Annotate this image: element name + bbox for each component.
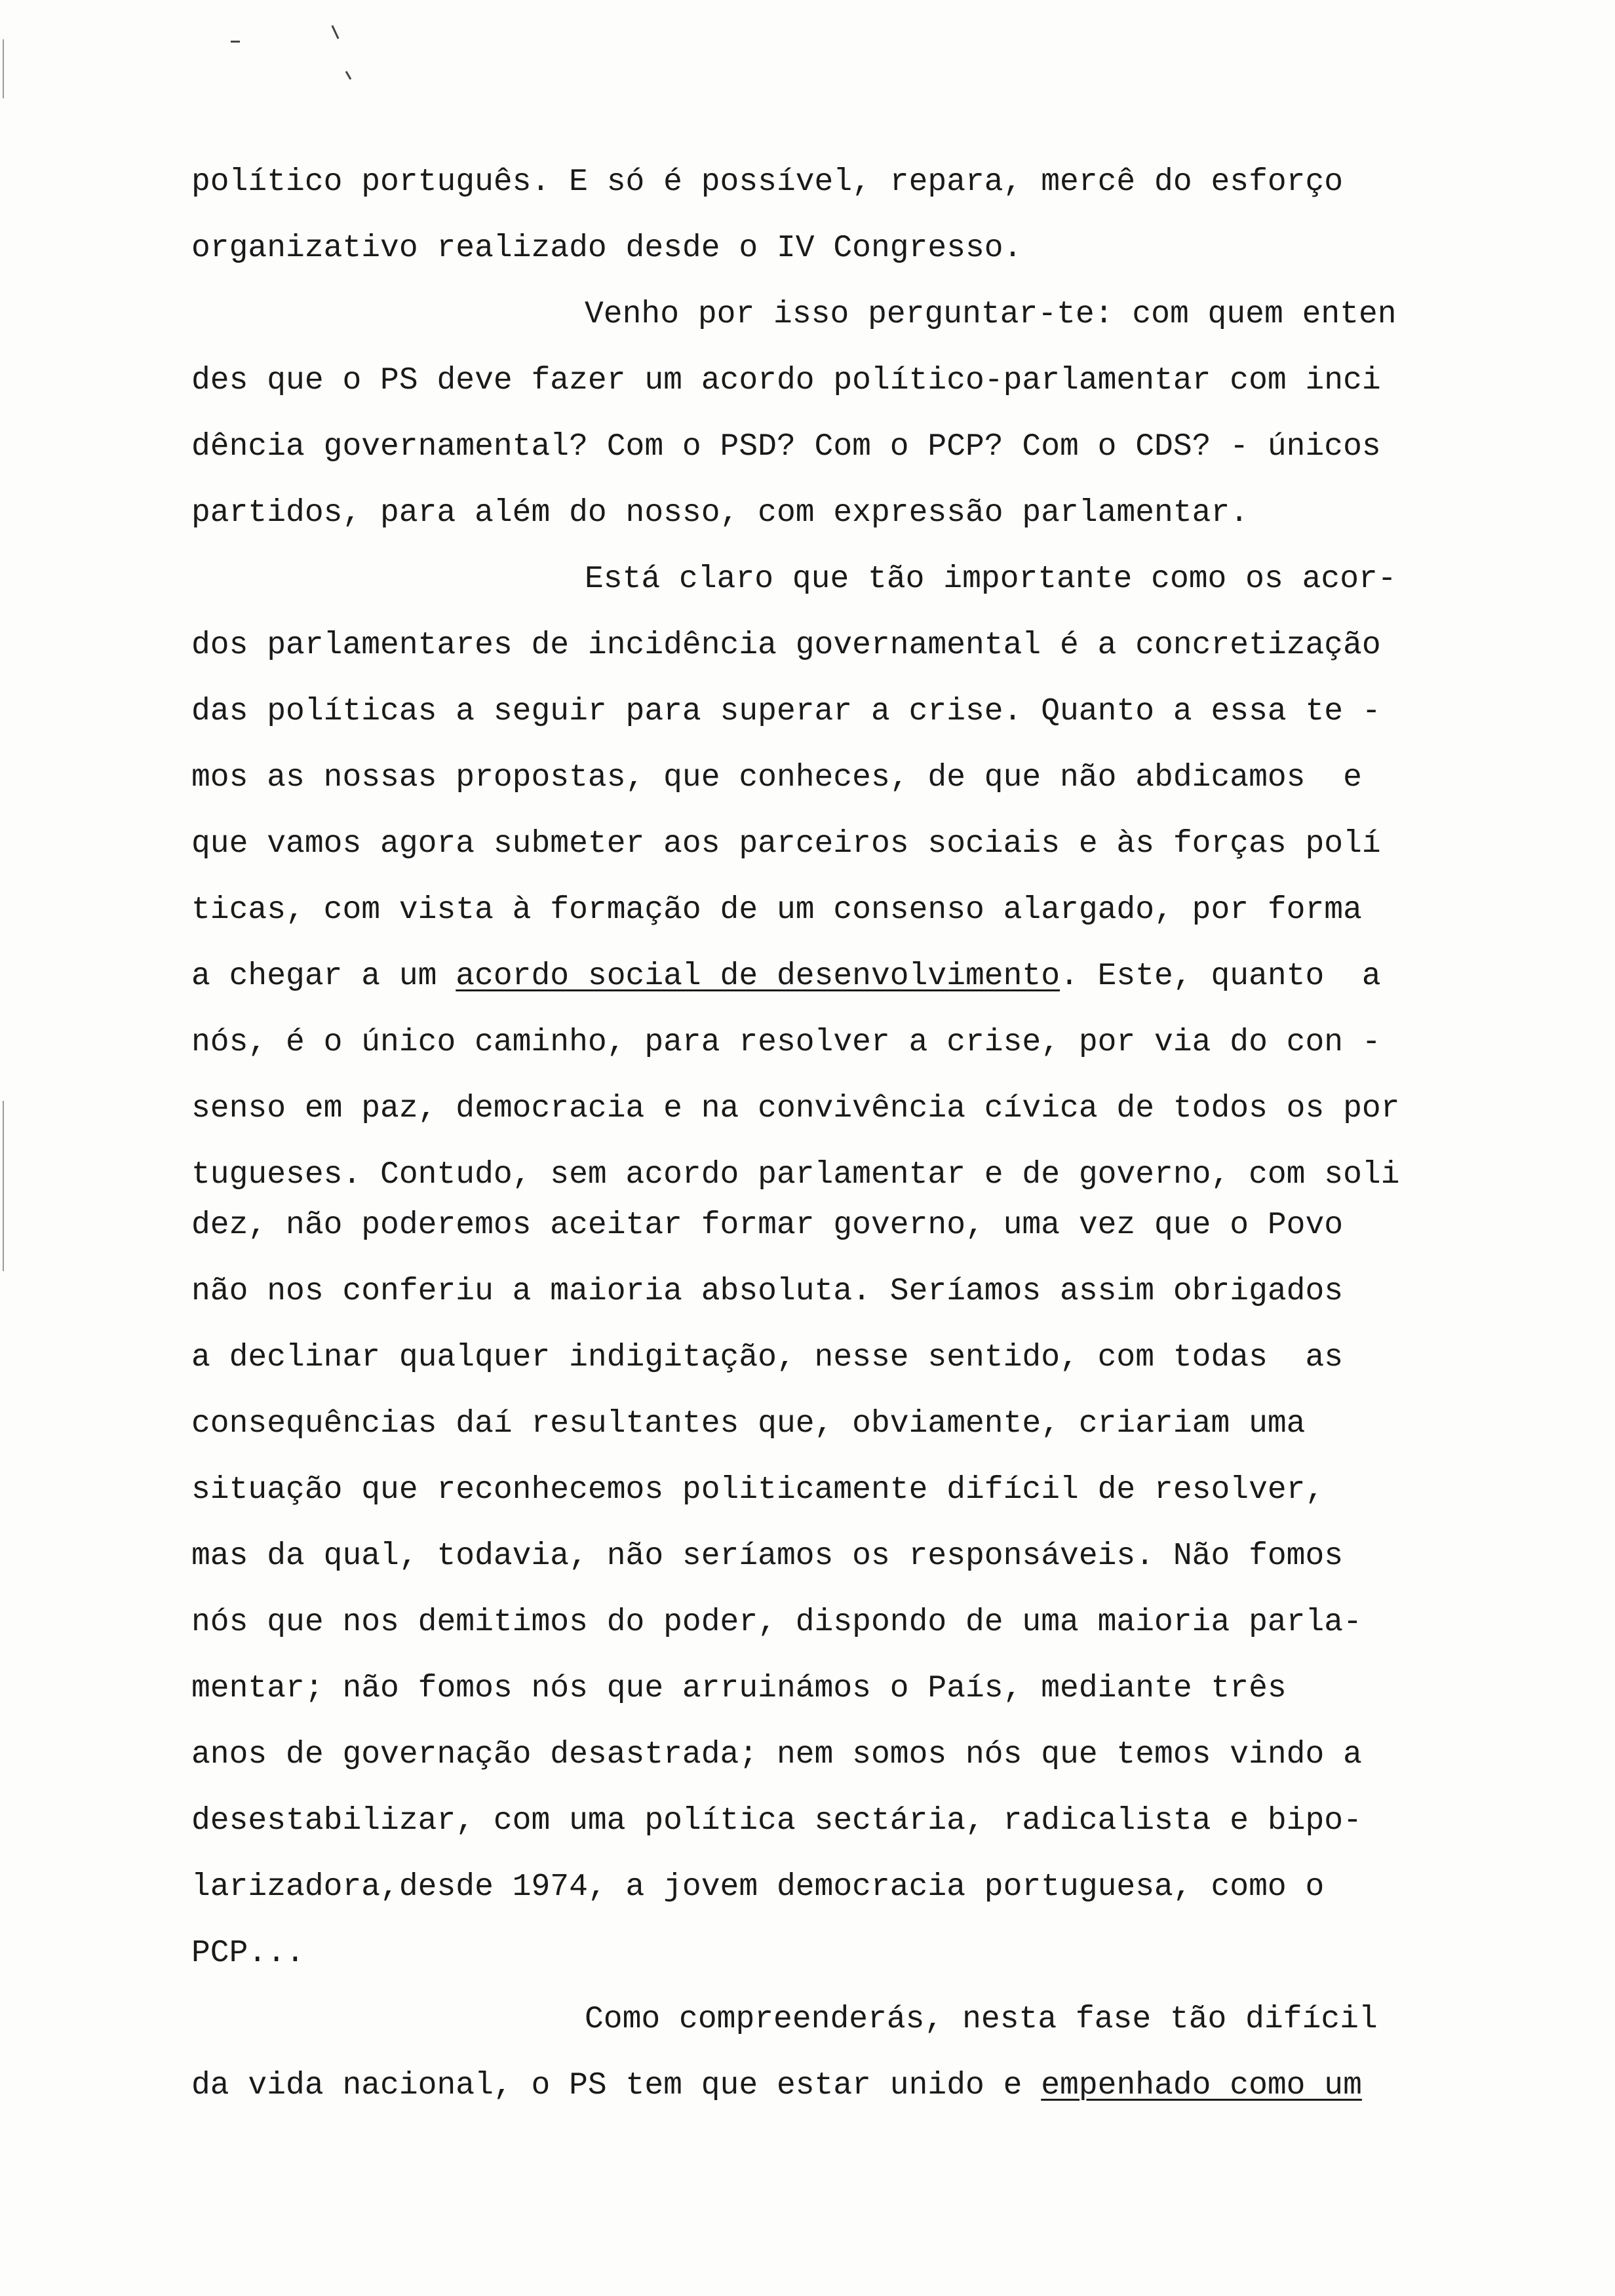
text-line: dência governamental? Com o PSD? Com o PCP? Com o CDS? - únicos — [191, 429, 1381, 465]
scan-speck — [231, 41, 240, 43]
text-line: não nos conferiu a maioria absoluta. Seríamos assim obrigados — [191, 1274, 1344, 1309]
text-line: que vamos agora submeter aos parceiros sociais e às forças polí — [191, 826, 1381, 862]
underlined-phrase: acordo social de desenvolvimento — [456, 959, 1060, 994]
text-line: Como compreenderás, nesta fase tão difícil — [585, 2002, 1378, 2037]
text-line: nós, é o único caminho, para resolver a crise, por via do con - — [191, 1025, 1381, 1060]
text-line: partidos, para além do nosso, com expressão parlamentar. — [191, 495, 1249, 531]
text-line: organizativo realizado desde o IV Congresso. — [191, 231, 1022, 266]
scan-edge-mark — [3, 39, 4, 98]
text-line — [191, 944, 1381, 1010]
text-line: mentar; não fomos nós que arruinámos o País, mediante três — [191, 1671, 1287, 1706]
text-line: das políticas a seguir para superar a crise. Quanto a essa te - — [191, 694, 1381, 729]
scan-speck — [345, 71, 352, 80]
text-segment: da vida nacional, o PS tem que estar unido e — [191, 2068, 1041, 2103]
text-line: PCP... — [191, 1936, 305, 1971]
text-line: anos de governação desastrada; nem somos nós que temos vindo a — [191, 1737, 1362, 1772]
text-line: tugueses. Contudo, sem acordo parlamentar e de governo, com soli — [191, 1157, 1400, 1193]
text-line: Está claro que tão importante como os acor- — [585, 562, 1397, 597]
text-line: a declinar qualquer indigitação, nesse sentido, com todas as — [191, 1340, 1344, 1375]
text-line: ticas, com vista à formação de um consenso alargado, por forma — [191, 892, 1362, 928]
text-line: senso em paz, democracia e na convivência cívica de todos os por — [191, 1091, 1400, 1126]
text-line: dos parlamentares de incidência governamental é a concretização — [191, 628, 1381, 663]
text-line: mas da qual, todavia, não seríamos os responsáveis. Não fomos — [191, 1539, 1344, 1574]
text-line: desestabilizar, com uma política sectária, radicalista e bipo- — [191, 1803, 1362, 1839]
text-line: político português. E só é possível, repara, mercê do esforço — [191, 164, 1344, 200]
scan-edge-mark — [3, 1101, 4, 1271]
text-line: situação que reconhecemos politicamente difícil de resolver, — [191, 1472, 1325, 1508]
text-line: mos as nossas propostas, que conheces, de que não abdicamos e — [191, 760, 1362, 795]
scan-speck — [331, 25, 339, 39]
text-line: larizadora,desde 1974, a jovem democracia portuguesa, como o — [191, 1869, 1325, 1905]
underlined-phrase: empenhado como um — [1041, 2068, 1362, 2103]
text-line — [191, 2053, 1362, 2119]
text-line: dez, não poderemos aceitar formar governo, uma vez que o Povo — [191, 1208, 1344, 1243]
text-line: nós que nos demitimos do poder, dispondo de uma maioria parla- — [191, 1605, 1362, 1640]
text-line: des que o PS deve fazer um acordo político-parlamentar com inci — [191, 363, 1381, 398]
text-line: consequências daí resultantes que, obviamente, criariam uma — [191, 1406, 1306, 1442]
text-segment: . Este, quanto a — [1060, 959, 1381, 994]
text-line: Venho por isso perguntar-te: com quem enten — [585, 297, 1397, 332]
text-segment: a chegar a um — [191, 959, 456, 994]
